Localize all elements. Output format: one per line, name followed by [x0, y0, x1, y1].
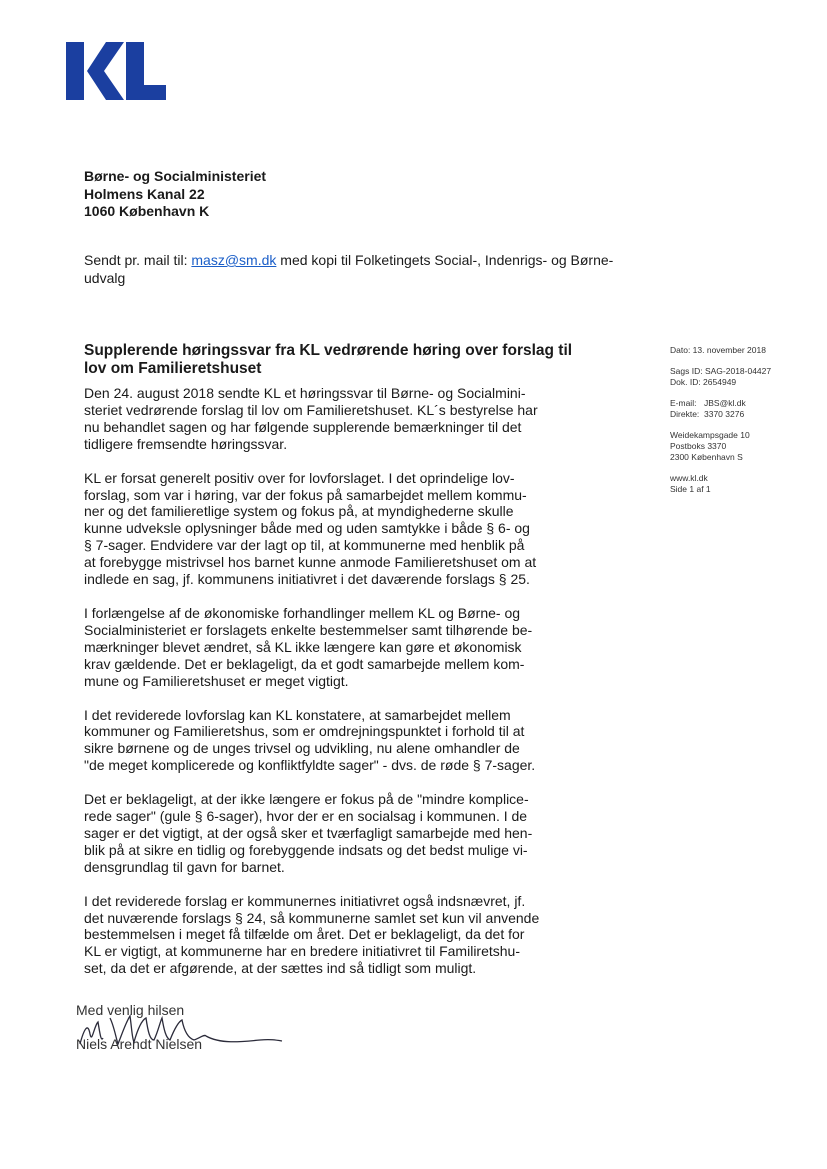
meta-address-3: 2300 København S [670, 452, 743, 462]
closing: Med venlig hilsen [76, 1002, 185, 1018]
paragraph-4: I det reviderede lovforslag kan KL konstatere, at samarbejdet mellem kommuner og Familieretshus, som er omdrejningspunktet i forhold til at sikre børnene og de unges trivsel og udvikling, nu alene omhandler de "de meget komplicerede og konfliktfyldte sager" - dvs. de røde § 7-sager. [84, 706, 536, 774]
letter-body [84, 385, 574, 994]
meta-page: Side 1 af 1 [670, 484, 711, 494]
meta-web: www.kl.dk [670, 473, 708, 483]
meta-address-2: Postboks 3370 [670, 441, 727, 451]
sent-prefix: Sendt pr. mail til: [84, 252, 192, 268]
meta-date: Dato: 13. november 2018 [670, 345, 766, 355]
sent-line [84, 252, 644, 287]
handwritten-signature [70, 1004, 285, 1064]
paragraph-2: KL er forsat generelt positiv over for lovforslaget. I det oprindelige lov- forslag, som var i høring, var der fokus på samarbejdet mellem kommu- ner og det familieretlige system og fokus på, at myndighederne skulle kunne udveksle oplysninger både med og uden samtykke i både § 6- og § 7-sager. Endvidere var der lagt op til, at kommunerne med henblik på at forebygge mistrivsel hos barnet kunne anmode Familieretshuset om at indlede en sag, jf. kommunens initiativret i det daværende forslags § 25. [84, 469, 537, 588]
letter-title: Supplerende høringssvar fra KL vedrørende høring over forslag til lov om Familieretshuset [84, 342, 573, 377]
paragraph-3: I forlængelse af de økonomiske forhandlinger mellem KL og Børne- og Socialministeriet er forslagets enkelte bestemmelser samt tilhørende be- mærkninger blevet ændret, så KL ikke længere kan gøre et økonomisk krav gældende. Det er beklageligt, da et godt samarbejde mellem kom- mune og Familieretshuset er meget vigtigt. [84, 604, 533, 689]
meta-sidebar [670, 345, 771, 505]
signer-name: Niels Arendt Nielsen [76, 1036, 203, 1052]
recipient-name: Børne- og Socialministeriet [84, 168, 267, 184]
paragraph-6: I det reviderede forslag er kommunernes initiativret også indsnævret, jf. det nuværende forslags § 24, så kommunerne samlet set kun vil anvende bestemmelsen i meget få tilfælde om året. Det er beklageligt, da det for KL er vigtigt, at kommunerne har en bredere initiativret til Familiretshu- set, da det er afgørende, at der sættes ind så tidligt som muligt. [84, 892, 540, 977]
meta-direkte-value: 3370 3276 [704, 409, 745, 419]
recipient-street: Holmens Kanal 22 [84, 185, 205, 202]
recipient-city: 1060 København K [84, 203, 210, 219]
meta-address-1: Weidekampsgade 10 [670, 430, 750, 440]
kl-logo [66, 40, 166, 102]
email-link[interactable]: masz@sm.dk [191, 252, 277, 268]
sent-suffix: med kopi til Folketingets Social-, Indenrigs- og Børne- udvalg [84, 252, 614, 286]
meta-dok-id: Dok. ID: 2654949 [670, 377, 737, 387]
meta-sags-id: Sags ID: SAG-2018-04427 [670, 366, 772, 376]
paragraph-5: Det er beklageligt, at der ikke længere er fokus på de "mindre komplice- rede sager" (gule § 6-sager), hvor der er en socialsag i kommunen. I de sager er det vigtigt, at der også sker et tværfagligt samarbejde med hen- blik på at sikre en tidlig og forebyggende indsats og det bedst mulige vi- densgrundlag til gavn for barnet. [84, 791, 533, 875]
paragraph-1: Den 24. august 2018 sendte KL et høringssvar til Børne- og Socialmini- steriet vedrørende forslag til lov om Familieretshuset. KL´s bestyrelse har nu behandlet sagen og har følgende supplerende bemærkninger til det tidligere fremsendte høringssvar. [84, 385, 538, 452]
meta-email-label: E-mail: [670, 398, 697, 408]
meta-direkte-label: Direkte: [670, 409, 700, 419]
recipient-address [84, 168, 266, 221]
meta-email-value: JBS@kl.dk [704, 398, 746, 408]
